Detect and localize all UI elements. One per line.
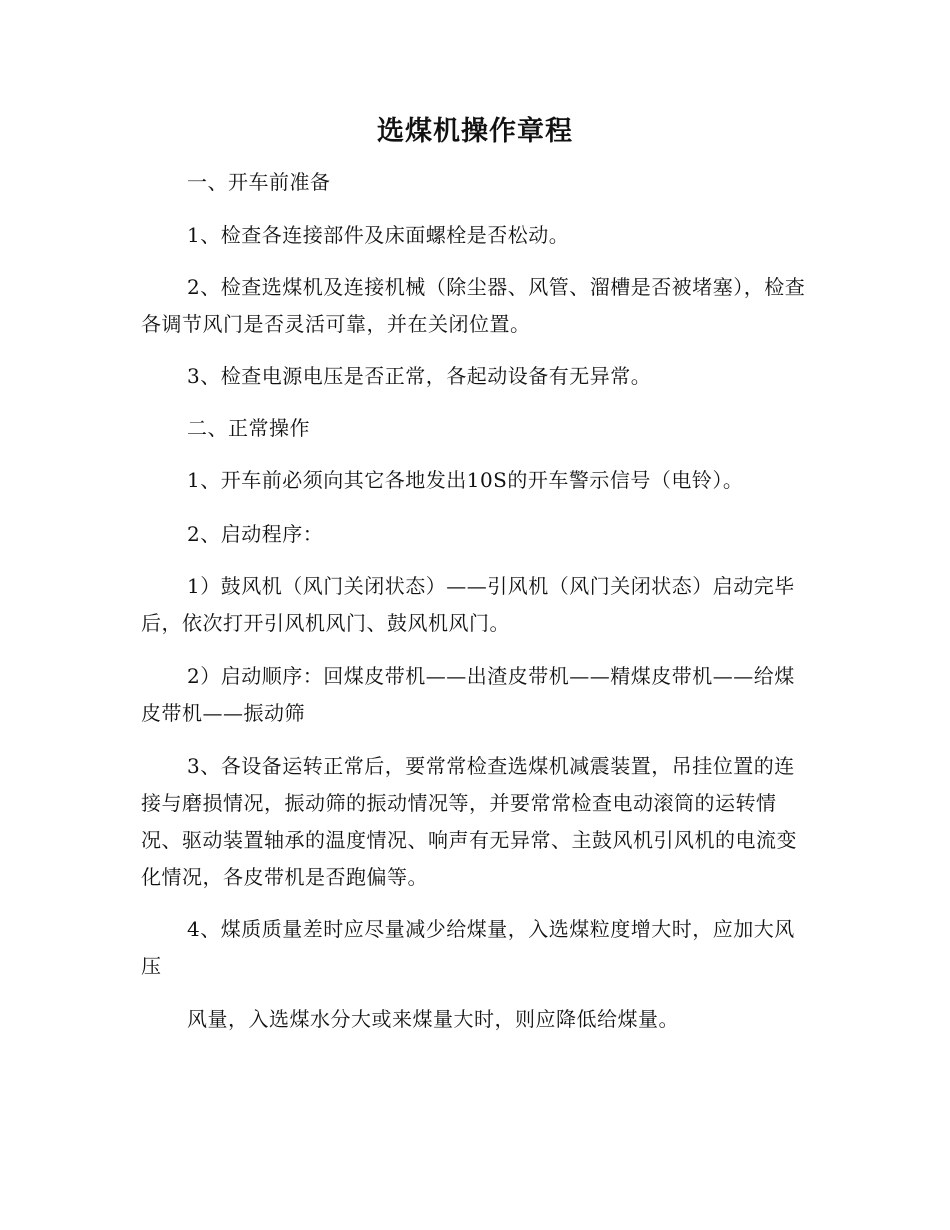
paragraph-item: 2）启动顺序：回煤皮带机——出渣皮带机——精煤皮带机——给煤皮带机——振动筛 [141,664,795,725]
paragraph-item: 2、检查选煤机及连接机械（除尘器、风管、溜槽是否被堵塞），检查各调节风门是否灵活可靠，并在关闭位置。 [141,275,806,336]
section-heading-operation: 二、正常操作 [187,416,310,440]
paragraph-item: 4、煤质质量差时应尽量减少给煤量，入选煤粒度增大时，应加大风压 [141,917,795,978]
paragraph-item: 1、检查各连接部件及床面螺栓是否松动。 [187,223,570,247]
paragraph-item: 1、开车前必须向其它各地发出10S的开车警示信号（电铃）。 [187,468,744,492]
paragraph-item: 风量，入选煤水分大或来煤量大时，则应降低给煤量。 [187,1007,679,1031]
section-heading-preparation: 一、开车前准备 [187,170,331,194]
paragraph-item: 2、启动程序： [187,522,324,546]
document-title: 选煤机操作章程 [377,116,573,147]
paragraph-item: 3、各设备运转正常后，要常常检查选煤机减震装置，吊挂位置的连接与磨损情况，振动筛的振动情况等，并要常常检查电动滚筒的运转情况、驱动装置轴承的温度情况、响声有无异常、主鼓风机引风机的电流变化情况，各皮带机是否跑偏等。 [141,754,797,889]
paragraph-item: 1）鼓风机（风门关闭状态）——引风机（风门关闭状态）启动完毕后，依次打开引风机风门、鼓风机风门。 [141,574,795,635]
paragraph-item: 3、检查电源电压是否正常，各起动设备有无异常。 [187,364,652,388]
